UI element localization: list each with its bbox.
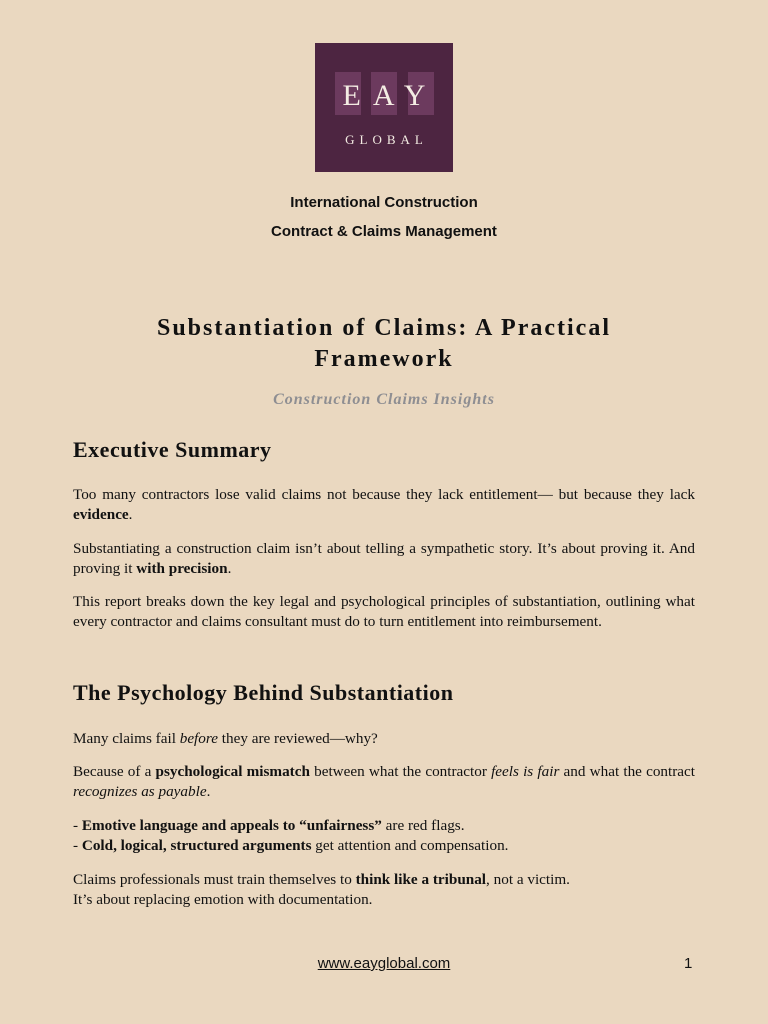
document-title: Substantiation of Claims: A Practical Framework — [156, 315, 611, 372]
document-subtitle: Construction Claims Insights — [273, 391, 495, 408]
paragraph: Because of a psychological mismatch between what the contractor feels is fair and what the contract recognizes as payable. — [73, 763, 696, 800]
paragraph: This report breaks down the key legal and psychological principles of substantiation, outlining what every contractor and claims consultant must do to turn entitlement into reimbursement. — [73, 593, 695, 630]
section-heading-executive-summary: Executive Summary — [73, 437, 272, 462]
paragraph: Many claims fail before they are reviewed—why? — [73, 730, 378, 747]
bullet-list: - Emotive language and appeals to “unfairness” are red flags. - Cold, logical, structured arguments get attention and compensation. — [73, 817, 509, 854]
paragraph: Substantiating a construction claim isn’t about telling a sympathetic story. It’s about proving it. And proving it with precision. — [73, 540, 695, 577]
org-line-1: International Construction — [290, 194, 478, 211]
section-heading-psychology: The Psychology Behind Substantiation — [73, 680, 454, 705]
logo-subtext: GLOBAL — [345, 132, 428, 147]
page-number: 1 — [684, 955, 693, 972]
logo-letters: EAY — [342, 79, 438, 112]
paragraph: Too many contractors lose valid claims not because they lack entitlement— but because they lack evidence. — [73, 486, 695, 523]
paragraph: Claims professionals must train themselves to think like a tribunal, not a victim. It’s about replacing emotion with documentation. — [73, 871, 570, 908]
eay-global-logo — [315, 43, 453, 172]
org-line-2: Contract & Claims Management — [271, 223, 497, 240]
website-link[interactable]: www.eayglobal.com — [317, 955, 451, 972]
